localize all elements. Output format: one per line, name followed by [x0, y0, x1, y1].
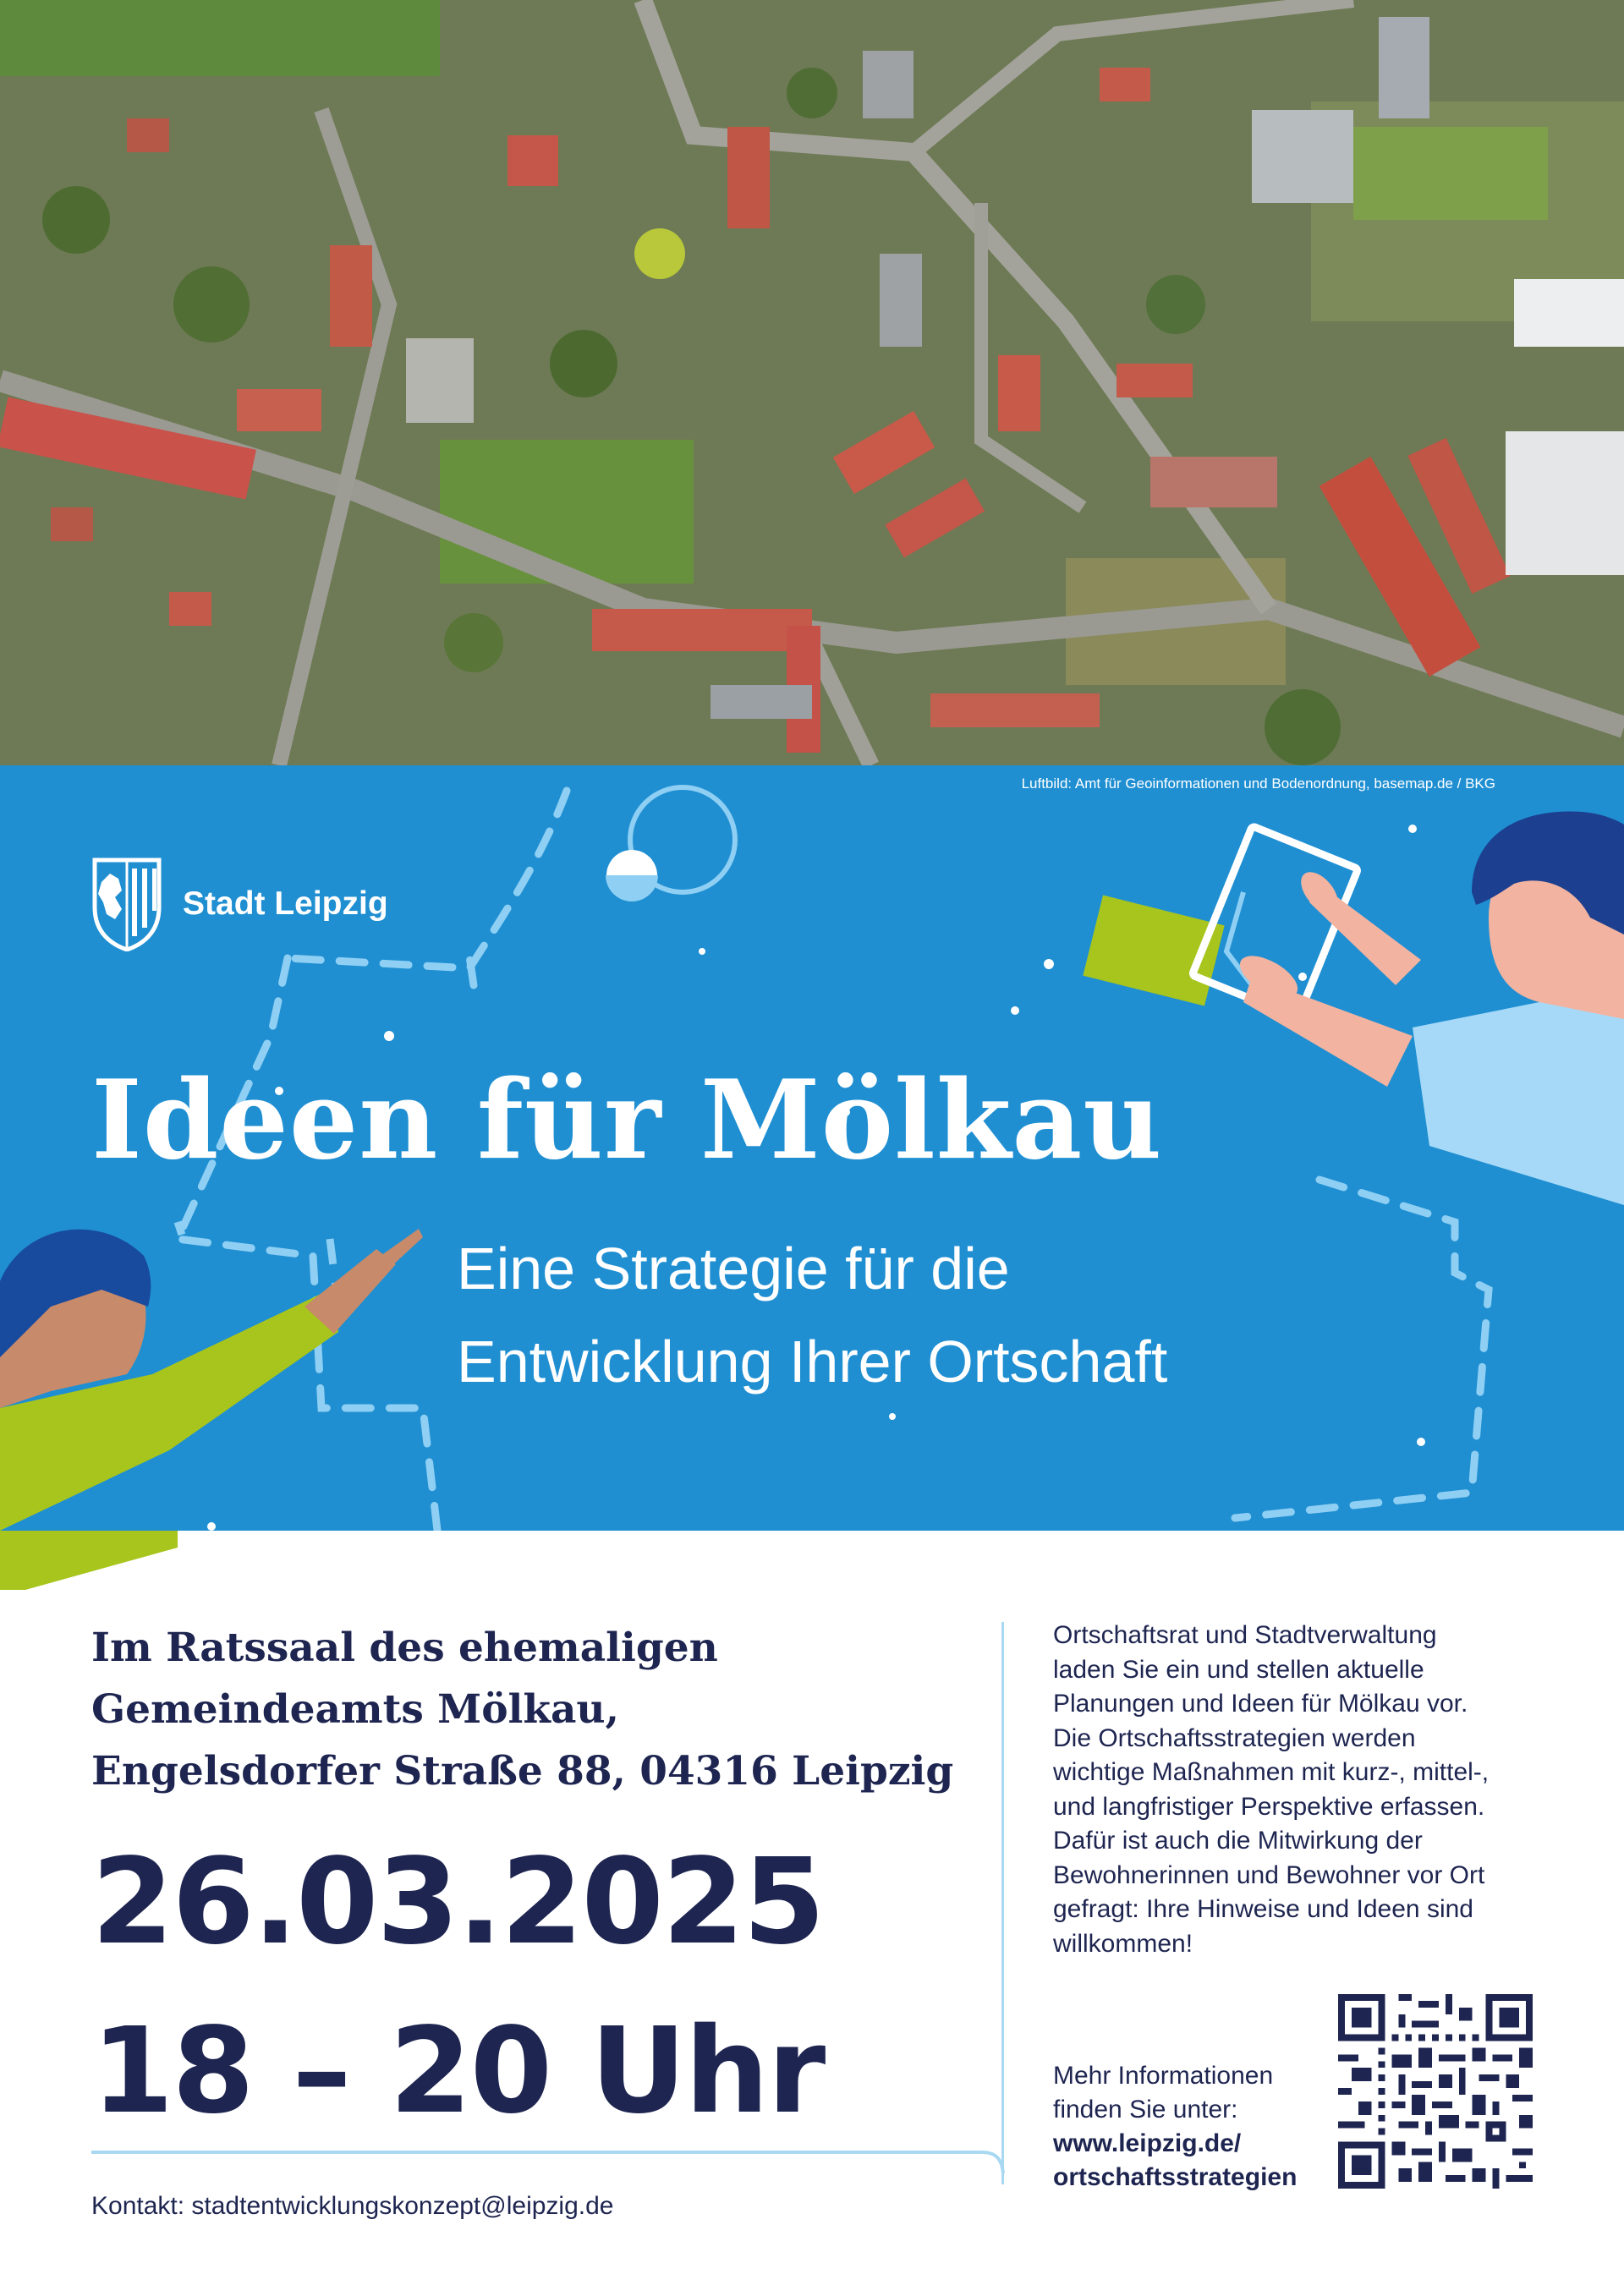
- info-line: wichtige Maßnahmen mit kurz-, mittel-,: [1053, 1758, 1490, 1786]
- aerial-photo-illustration: [0, 0, 1624, 765]
- venue-line-1: Im Ratssaal des ehemaligen: [91, 1625, 718, 1671]
- info-line: gefragt: Ihre Hinweise und Ideen sind: [1053, 1895, 1473, 1923]
- qr-code-icon[interactable]: [1338, 1994, 1533, 2189]
- info-line: Die Ortschaftsstrategien werden: [1053, 1723, 1416, 1752]
- aerial-photo: [0, 0, 1624, 765]
- venue-address: [91, 1617, 953, 1802]
- more-info-line-2: finden Sie unter:: [1053, 2096, 1238, 2123]
- photo-credit: Luftbild: Amt für Geoinformationen und Bodenordnung, basemap.de / BKG: [1021, 775, 1495, 792]
- leipzig-coat-of-arms-icon: [91, 857, 162, 951]
- stadt-leipzig-logo[interactable]: [91, 857, 388, 951]
- event-time: 18 – 20 Uhr: [91, 2003, 825, 2140]
- person-left-illustration: [0, 1229, 423, 1531]
- info-line: Planungen und Ideen für Mölkau vor.: [1053, 1690, 1468, 1718]
- info-line: Dafür ist auch die Mitwirkung der: [1053, 1827, 1423, 1855]
- person-right-illustration: [1083, 811, 1624, 1205]
- info-line: laden Sie ein und stellen aktuelle: [1053, 1655, 1424, 1684]
- more-info-link-2[interactable]: ortschaftsstrategien: [1053, 2163, 1298, 2191]
- info-line: und langfristiger Perspektive erfassen.: [1053, 1792, 1485, 1821]
- more-info-line-1: Mehr Informationen: [1053, 2062, 1274, 2090]
- page-title: Ideen für Mölkau: [91, 1057, 1163, 1184]
- event-details: [0, 1531, 1624, 2296]
- info-line: Ortschaftsrat und Stadtverwaltung: [1053, 1621, 1437, 1649]
- more-info: [1053, 2059, 1297, 2195]
- info-line: willkommen!: [1053, 1929, 1193, 1958]
- venue-line-2: Gemeindeamts Mölkau,: [91, 1686, 619, 1733]
- event-date: 26.03.2025: [91, 1833, 824, 1971]
- venue-line-3: Engelsdorfer Straße 88, 04316 Leipzig: [91, 1748, 954, 1795]
- subtitle: [457, 1222, 1167, 1408]
- more-info-link[interactable]: www.leipzig.de/: [1053, 2129, 1242, 2157]
- contact-email[interactable]: Kontakt: stadtentwicklungskonzept@leipzig.de: [91, 2192, 614, 2220]
- hero-banner: [0, 765, 1624, 1531]
- subtitle-line-2: Entwicklung Ihrer Ortschaft: [457, 1329, 1168, 1395]
- divider: [1001, 1622, 1004, 2184]
- info-text: [1053, 1619, 1552, 1961]
- subtitle-line-1: Eine Strategie für die: [457, 1236, 1010, 1301]
- info-line: Bewohnerinnen und Bewohner vor Ort: [1053, 1860, 1485, 1889]
- logo-name: Stadt Leipzig: [183, 885, 388, 922]
